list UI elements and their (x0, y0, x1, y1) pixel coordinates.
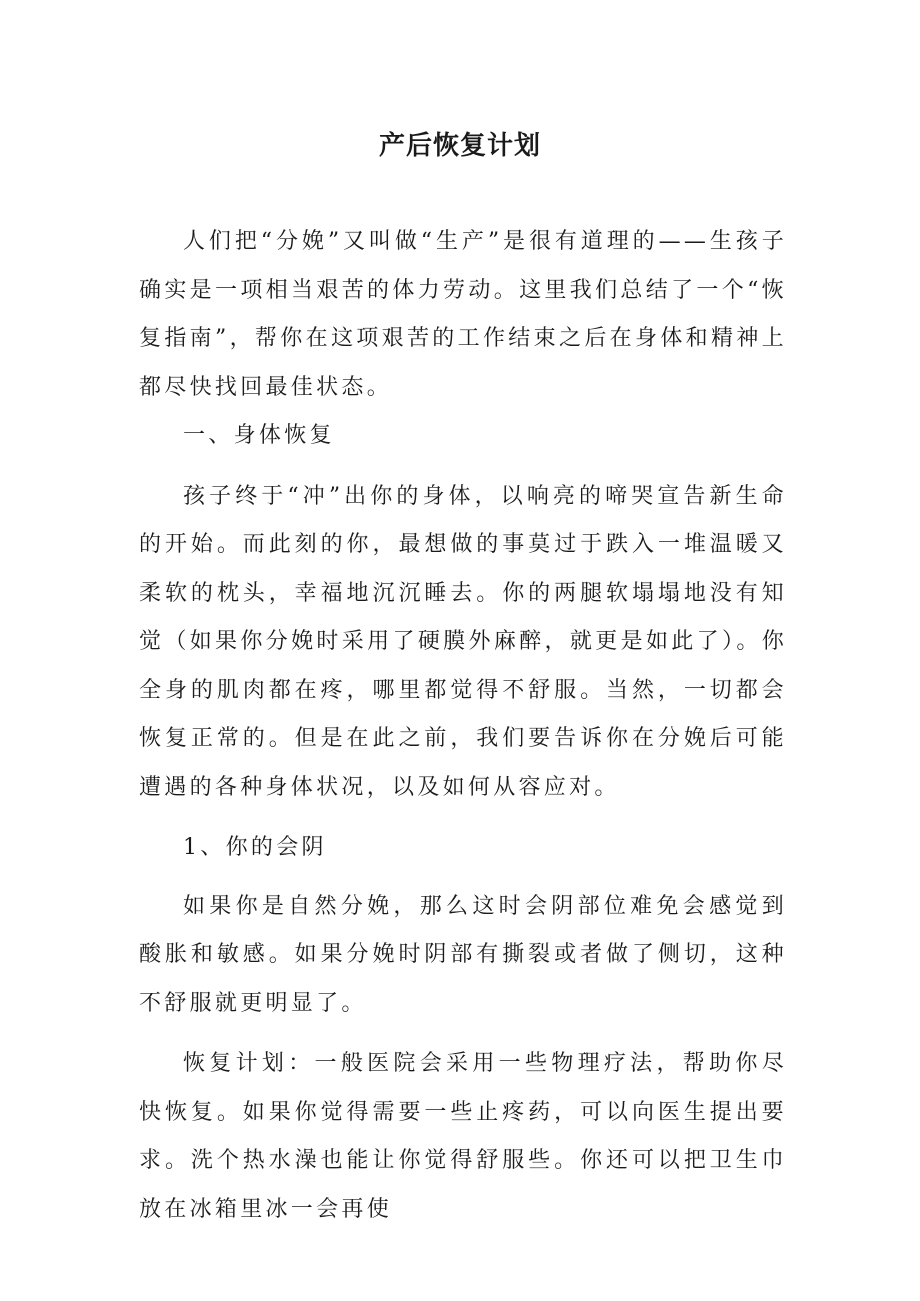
body-recovery-paragraph: 孩子终于“冲”出你的身体，以响亮的啼哭宣告新生命的开始。而此刻的你，最想做的事莫过于跌入一堆温暖又柔软的枕头，幸福地沉沉睡去。你的两腿软塌塌地没有知觉（如果你分娩时采用了硬膜外麻醉，就更是如此了）。你全身的肌肉都在疼，哪里都觉得不舒服。当然，一切都会恢复正常的。但是在此之前，我们要告诉你在分娩后可能遭遇的各种身体状况，以及如何从容应对。 (139, 483, 787, 800)
document-title: 产后恢复计划 (378, 131, 541, 161)
document-body (139, 218, 787, 1234)
perineum-paragraph: 如果你是自然分娩，那么这时会阴部位难免会感觉到酸胀和敏感。如果分娩时阴部有撕裂或者做了侧切，这种不舒服就更明显了。 (139, 893, 787, 1016)
recovery-plan-paragraph: 恢复计划：一般医院会采用一些物理疗法，帮助你尽快恢复。如果你觉得需要一些止疼药，可以向医生提出要求。洗个热水澡也能让你觉得舒服些。你还可以把卫生巾放在冰箱里冰一会再使 (139, 1051, 787, 1222)
subsection-heading-perineum: 1、你的会阴 (183, 835, 327, 860)
intro-paragraph: 人们把“分娩”又叫做“生产”是很有道理的——生孩子确实是一项相当艰苦的体力劳动。这里我们总结了一个“恢复指南”，帮你在这项艰苦的工作结束之后在身体和精神上都尽快找回最佳状态。 (139, 229, 787, 400)
section-heading-body-recovery: 一、身体恢复 (183, 423, 335, 448)
